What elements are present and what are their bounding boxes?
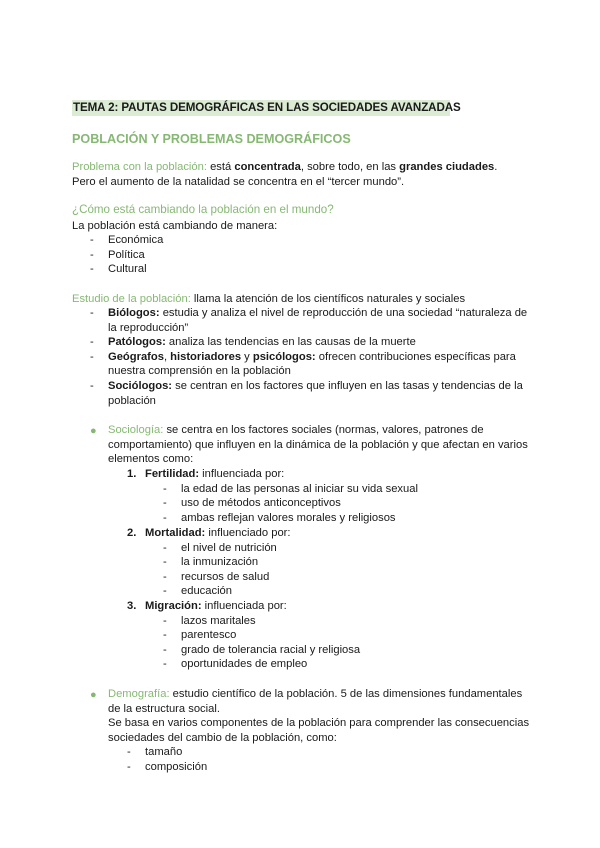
sociologia-line-2: comportamiento) que influyen en la dinámica de la población y que afectan en varios	[108, 439, 528, 451]
migracion-label: Migración:	[145, 600, 202, 612]
patologos-label: Patólogos:	[108, 336, 166, 348]
dash-glyph: -	[163, 497, 167, 509]
dash-glyph: -	[90, 263, 94, 275]
patologos-text: analiza las tendencias en las causas de la muerte	[165, 336, 416, 348]
dash-glyph: -	[163, 483, 167, 495]
geografos-sep-2: y	[241, 351, 253, 363]
fertilidad-number: 1.	[127, 468, 137, 480]
section-heading: POBLACIÓN Y PROBLEMAS DEMOGRÁFICOS	[72, 132, 351, 146]
biologos-line-2: la reproducción”	[108, 322, 189, 334]
estudio-line	[72, 292, 465, 307]
dash-glyph: -	[90, 307, 94, 319]
cambio-intro: La población está cambiando de manera:	[72, 220, 278, 232]
estudio-label: Estudio de la población:	[72, 293, 191, 305]
biologos-label: Biólogos:	[108, 307, 160, 319]
dash-glyph: -	[163, 556, 167, 568]
demografia-line-2: de la estructura social.	[108, 703, 220, 715]
list-item: la edad de las personas al iniciar su vida sexual	[181, 483, 418, 495]
demografia-text: estudio científico de la población. 5 de las dimensiones fundamentales	[169, 688, 523, 700]
demografia-line-4: sociedades del cambio de la población, como:	[108, 732, 337, 744]
list-item: Política	[108, 249, 145, 261]
demografia-line-3: Se basa en varios componentes de la población para comprender las consecuencias	[108, 717, 530, 729]
sociologia-label: Sociología:	[108, 424, 164, 436]
dash-glyph: -	[90, 234, 94, 246]
list-item: composición	[145, 761, 208, 773]
list-item: el nivel de nutrición	[181, 542, 277, 554]
dash-glyph: -	[163, 658, 167, 670]
mortalidad-text: influenciado por:	[205, 527, 291, 539]
problema-line	[72, 160, 497, 175]
dash-glyph: -	[163, 571, 167, 583]
problema-bold-1: concentrada	[234, 161, 301, 173]
list-item: lazos maritales	[181, 615, 256, 627]
sociologos-text: se centran en los factores que influyen en las tasas y tendencias de la	[172, 380, 523, 392]
dash-glyph: -	[163, 542, 167, 554]
sociologos-line-1	[108, 379, 523, 394]
dash-glyph: -	[163, 644, 167, 656]
list-item: ambas reflejan valores morales y religiosos	[181, 512, 396, 524]
problema-text-3: .	[494, 161, 498, 173]
problema-text-2: , sobre todo, en las	[300, 161, 400, 173]
fertilidad-label: Fertilidad:	[145, 468, 200, 480]
biologos-text: estudia y analiza el nivel de reproducción de una sociedad “naturaleza de	[159, 307, 528, 319]
mortalidad-number: 2.	[127, 527, 137, 539]
problema-text-1: está	[206, 161, 235, 173]
psicologos-label: psicólogos:	[252, 351, 316, 363]
problema-line-2: Pero el aumento de la natalidad se concentra en el “tercer mundo”.	[72, 176, 405, 188]
geografos-line-1	[108, 350, 516, 365]
sociologos-label: Sociólogos:	[108, 380, 173, 392]
sociologia-text: se centra en los factores sociales (normas, valores, patrones de	[163, 424, 484, 436]
dash-glyph: -	[163, 615, 167, 627]
dash-glyph: -	[90, 249, 94, 261]
patologos-line	[108, 335, 416, 350]
geografos-line-2: nuestra comprensión en la población	[108, 365, 291, 377]
biologos-line-1	[108, 306, 527, 321]
list-item: parentesco	[181, 629, 237, 641]
dash-glyph: -	[90, 336, 94, 348]
list-item: oportunidades de empleo	[181, 658, 308, 670]
dash-glyph: -	[127, 746, 131, 758]
dash-glyph: -	[163, 512, 167, 524]
migracion-text: influenciada por:	[201, 600, 287, 612]
list-item: uso de métodos anticonceptivos	[181, 497, 341, 509]
dash-glyph: -	[163, 585, 167, 597]
geografos-label: Geógrafos	[108, 351, 164, 363]
demografia-label: Demografía:	[108, 688, 170, 700]
fertilidad-line	[145, 467, 284, 482]
geografos-text: ofrecen contribuciones específicas para	[315, 351, 516, 363]
historiadores-label: historiadores	[170, 351, 242, 363]
mortalidad-label: Mortalidad:	[145, 527, 206, 539]
list-item: grado de tolerancia racial y religiosa	[181, 644, 361, 656]
fertilidad-text: influenciada por:	[199, 468, 285, 480]
bullet-glyph: ●	[90, 425, 97, 437]
bullet-glyph: ●	[90, 689, 97, 701]
page-title: TEMA 2: PAUTAS DEMOGRÁFICAS EN LAS SOCIEDADES AVANZADAS	[73, 101, 461, 114]
migracion-line	[145, 599, 287, 614]
migracion-number: 3.	[127, 600, 137, 612]
list-item: Cultural	[108, 263, 147, 275]
mortalidad-line	[145, 526, 291, 541]
problema-bold-2: grandes ciudades	[399, 161, 495, 173]
sociologos-line-2: población	[108, 395, 156, 407]
sociologia-line-3: elementos como:	[108, 453, 194, 465]
list-item: recursos de salud	[181, 571, 270, 583]
geografos-sep-1: ,	[163, 351, 171, 363]
dash-glyph: -	[90, 380, 94, 392]
problema-label: Problema con la población:	[72, 161, 207, 173]
list-item: Económica	[108, 234, 164, 246]
demografia-line-1	[108, 687, 522, 702]
estudio-text: llama la atención de los científicos naturales y sociales	[190, 293, 466, 305]
sociologia-line-1	[108, 423, 484, 438]
list-item: educación	[181, 585, 233, 597]
cambio-question: ¿Cómo está cambiando la población en el mundo?	[72, 203, 334, 216]
dash-glyph: -	[90, 351, 94, 363]
dash-glyph: -	[127, 761, 131, 773]
list-item: tamaño	[145, 746, 183, 758]
list-item: la inmunización	[181, 556, 259, 568]
dash-glyph: -	[163, 629, 167, 641]
